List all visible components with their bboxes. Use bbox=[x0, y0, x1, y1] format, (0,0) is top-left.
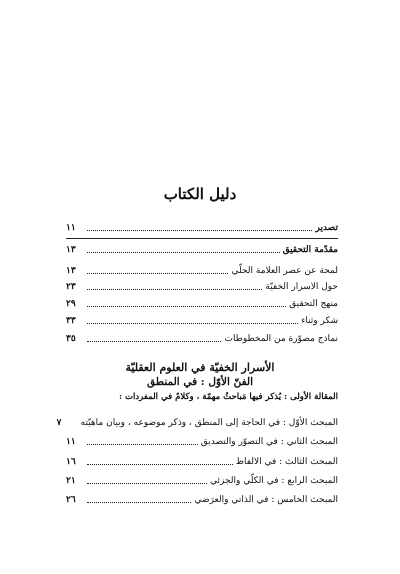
toc-entry-label: شكر وثناء bbox=[301, 316, 338, 326]
book-title: الأسرار الخفيّة في العلوم العقليّة bbox=[125, 361, 275, 374]
leader-dots bbox=[87, 229, 312, 231]
toc-row-preface bbox=[66, 220, 338, 234]
leader-dots bbox=[87, 340, 221, 342]
toc-row-intro bbox=[66, 242, 338, 256]
leader-dots bbox=[87, 482, 207, 484]
toc-row-method bbox=[66, 296, 338, 310]
toc-row-section-1 bbox=[56, 415, 338, 429]
toc-entry-label: لمحة عن عصر العلامة الحلّي bbox=[231, 266, 338, 276]
toc-entry-label: المبحث الأوّل : في الحاجة إلى المنطق ، وذكر موضوعه ، وبيان ماهيّته bbox=[80, 418, 338, 428]
toc-page-number: ١٦ bbox=[66, 457, 76, 467]
toc-page-number: ٢١ bbox=[66, 476, 76, 486]
maqala-heading: المقالة الأولى : يُذكر فيها مَباحثُ مهمّة ، وكلامٌ في المفردات : bbox=[118, 392, 338, 402]
leader-dots bbox=[87, 463, 233, 465]
toc-page-number: ١١ bbox=[66, 437, 76, 447]
toc-page-number: ٣٥ bbox=[66, 334, 76, 344]
toc-row-samples bbox=[66, 331, 338, 345]
part-title: الفنّ الأوّل : في المنطق bbox=[146, 376, 254, 388]
toc-row-section-4 bbox=[66, 473, 338, 487]
toc-entry-label: المبحث الثاني : في التصوّر والتصديق bbox=[200, 437, 338, 447]
toc-entry-label: المبحث الخامس : في الذاتي والعرَضي bbox=[194, 495, 338, 505]
toc-page-number: ٢٦ bbox=[66, 495, 76, 505]
toc-page-number: ١١ bbox=[66, 223, 76, 233]
toc-entry-label: المبحث الثالث : في الالفاظ bbox=[235, 457, 338, 467]
toc-page-number: ٣٣ bbox=[66, 316, 76, 326]
toc-row-about bbox=[66, 279, 338, 293]
page-title: دليل الكتاب bbox=[163, 185, 237, 203]
leader-dots bbox=[87, 443, 198, 445]
leader-dots bbox=[87, 251, 280, 253]
toc-row-section-5 bbox=[66, 492, 338, 506]
toc-entry-label: منهج التحقيق bbox=[289, 299, 338, 309]
toc-entry-label: المبحث الرابع : في الكلّي والجزئي bbox=[209, 476, 338, 486]
toc-entry-label: تصدير bbox=[315, 223, 338, 233]
toc-row-section-3 bbox=[66, 454, 338, 468]
leader-dots bbox=[87, 288, 262, 290]
leader-dots bbox=[87, 272, 228, 274]
section-divider bbox=[66, 238, 338, 239]
toc-row-section-2 bbox=[66, 434, 338, 448]
toc-entry-label: نماذج مصوّرة من المخطوطات bbox=[224, 334, 338, 344]
toc-row-era bbox=[66, 263, 338, 277]
toc-page-number: ٢٩ bbox=[66, 299, 76, 309]
toc-page-number: ١٣ bbox=[66, 245, 76, 255]
toc-row-thanks bbox=[66, 313, 338, 327]
toc-page-number: ١٣ bbox=[66, 266, 76, 276]
toc-entry-label: حول الاسرار الخفيّة bbox=[265, 282, 338, 292]
leader-dots bbox=[87, 305, 286, 307]
leader-dots bbox=[87, 501, 191, 503]
leader-dots bbox=[87, 322, 298, 324]
toc-entry-label: مقدّمة التحقيق bbox=[282, 245, 338, 255]
toc-page-number: ٧ bbox=[56, 418, 62, 428]
toc-page-number: ٢٣ bbox=[66, 282, 76, 292]
